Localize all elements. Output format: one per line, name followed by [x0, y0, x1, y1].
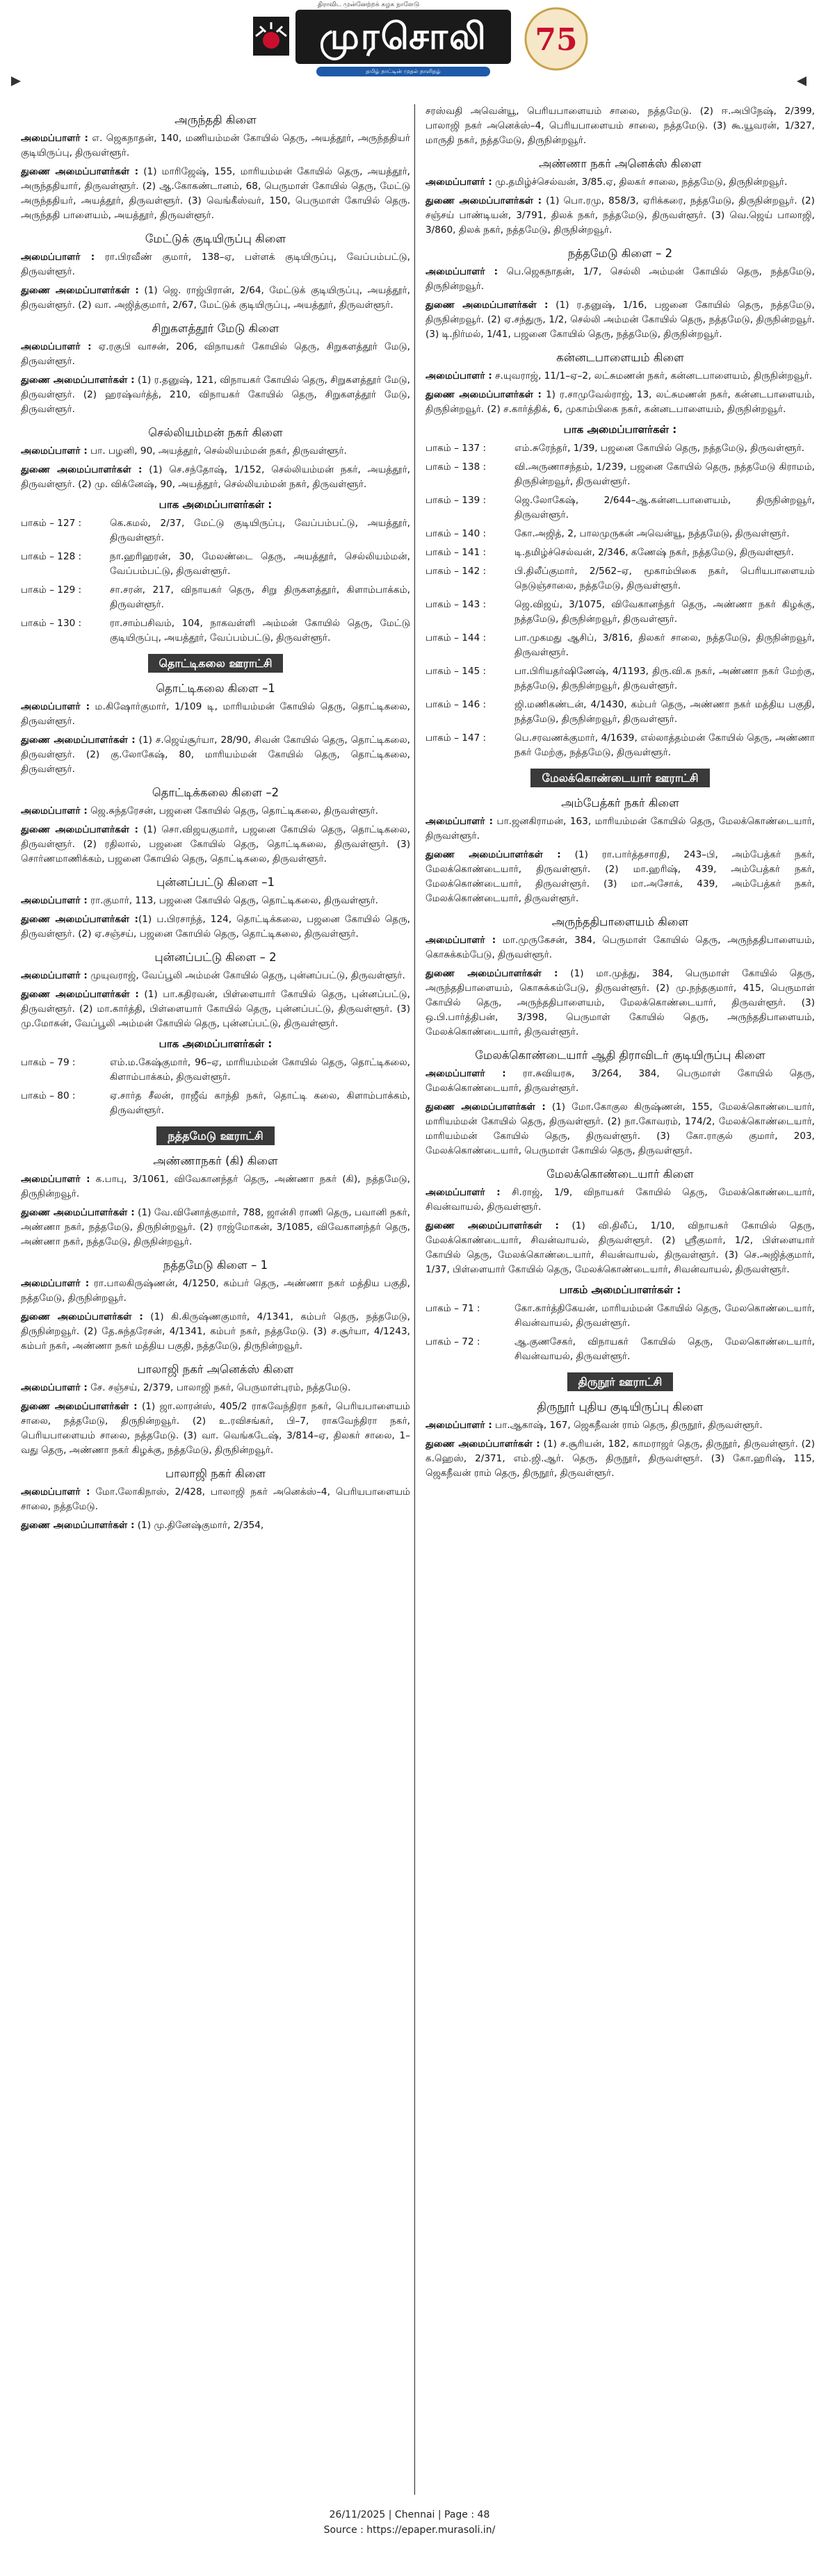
role-label: துணை அமைப்பாளர்கள் : [21, 989, 139, 1000]
organiser-details: பா. பழனி, 90, அயத்தூர், செல்லியம்மன் நகர், திருவள்ளூர். [87, 445, 347, 457]
masthead-tagline: திராவிட முன்னேற்றக் கழக நாளேடு [317, 1, 420, 8]
role-label: அமைப்பாளர் : [425, 935, 496, 946]
organiser-entry [425, 1100, 815, 1158]
booth-number: பாகம் – 145 : [425, 666, 487, 677]
organiser-details: (1) ஜா.லாரன்ஸ், 405/2 ராகவேந்திரா நகர், பெரியபாளையம் சாலை, நத்தமேடு, திருநின்றவூர். (2) உ.ரவிசங்கர், பி–7, ராகவேந்திரா நகர், பெரியபாளையம் சாலை, நத்தமேடு. (3) வா. வெங்கடேஷ், 3/814–ஏ, திலகர் சாலை, 1–வது தெரு, அண்ணா நகர் கிழக்கு, நத்தமேடு, திருநின்றவூர். [21, 1401, 410, 1456]
corner-mark-icon [797, 76, 806, 86]
organiser-details: (1) ச.ஜெய்சூர்யா, 28/90, சிவன் கோயில் தெரு, தொட்டிகலை, திருவள்ளூர். (2) கு.லோகேஷ், 80, மாரியம்மன் கோயில் தெரு, தொட்டிகலை, திருவள்ளூர். [21, 735, 410, 775]
organiser-details: மோ.லோகிநாஸ், 2/428, பாலாஜி நகர் அனெக்ஸ்–4, பெரியபாளையம் சாலை, நத்தமேடு. [21, 1486, 410, 1512]
footer-source-link[interactable]: Source : https://epaper.murasoli.in/ [323, 2525, 496, 2536]
organiser-details: மு.தமிழ்ச்செல்வன், 3/85.ஏ, திலகர் சாலை, நத்தமேடு, திருநின்றவூர். [492, 177, 788, 188]
organiser-entry [21, 250, 410, 279]
booth-entry [425, 731, 815, 760]
role-label: அமைப்பாளர் : [21, 895, 88, 906]
booth-details: பெ.சரவணக்குமார், 4/1639, எல்லாத்தம்மன் கோயில் தெரு, அண்ணா நகர் மேற்கு, நத்தமேடு, திருவள்ளூர். [514, 732, 815, 758]
booth-number: பாகம் – 144 : [425, 632, 487, 643]
branch-heading: பாலாஜி நகர் கிளை [165, 1467, 266, 1480]
role-label: துணை அமைப்பாளர்கள் : [425, 1438, 540, 1450]
organiser-entry [21, 700, 410, 729]
role-label: துணை அமைப்பாளர்கள் : [21, 1207, 135, 1218]
panchayat-banner: மேலக்கொண்டையார் ஊராட்சி [530, 769, 709, 787]
organiser-details: பா.ஜனகிராமன், 163, மாரியம்மன் கோயில் தெரு, மேலக்கொண்டையார், திருவள்ளூர். [425, 816, 815, 842]
organiser-entry [21, 1485, 410, 1514]
booth-details: வி.அருணாசந்தம், 1/239, பஜனை கோயில் தெரு, நத்தமேடு கிராமம், திருநின்றவூர், திருவள்ளூர். [514, 461, 815, 487]
booth-entry [425, 1302, 815, 1331]
branch-heading: திருநூர் புதிய குடியிருப்பு கிளை [537, 1400, 704, 1413]
rising-sun-logo-icon [250, 10, 292, 58]
booth-entry [21, 1056, 410, 1085]
booth-number: பாகம் – 127 : [21, 518, 82, 529]
organiser-entry [21, 340, 410, 369]
organiser-entry [425, 194, 815, 238]
organiser-entry [425, 298, 815, 342]
role-label: துணை அமைப்பாளர்கள் : [425, 968, 558, 979]
anniversary-75-emblem [518, 6, 594, 72]
organiser-entry [21, 1310, 410, 1354]
booth-entry [425, 545, 815, 560]
organiser-details: முயுவராஜ், வேப்பூலி அம்மன் கோயில் தெரு, புன்னப்பட்டு, திருவள்ளூர். [87, 970, 405, 981]
booth-entry [21, 550, 410, 579]
organiser-entry [425, 265, 815, 294]
organiser-details: (1) ஜெ. ராஜ்பிரான், 2/64, மேட்டுக் குடியிருப்பு, அயத்தூர், திருவள்ளூர். (2) வா. அஜித்குமார், 2/67, மேட்டுக் குடியிருப்பு, அயத்தூர், திருவள்ளூர். [21, 285, 410, 311]
organiser-details: (1) மா.முத்து, 384, பெருமாள் கோயில் தெரு, அருந்ததிபாளையம், கொசுக்கம்பேடு, திருவள்ளூர். (2) மு.நந்தகுமார், 415, பெருமாள் கோயில் தெரு, அருந்ததிபாளையம், மேலக்கொண்டையார், திருவள்ளூர். (3) ஒ.பி.பார்த்திபன், 3/398, பெருமாள் கோயில் தெரு, அருந்ததிபாளையம், மேலக்கொண்டையார், திருவள்ளூர். [425, 968, 815, 1037]
role-label: துணை அமைப்பாளர்கள் : [21, 824, 138, 835]
role-label: அமைப்பாளர் : [21, 1278, 90, 1289]
booth-number: பாகம் – 72 : [425, 1336, 480, 1347]
organiser-entry [425, 369, 815, 384]
role-label: அமைப்பாளர் : [21, 1486, 90, 1498]
organiser-details: (1) கி.கிருஷ்ணகுமார், 4/1341, கம்பர் தெரு, நத்தமேடு, திருநின்றவூர். (2) தே.சுந்தரேசன், 4/1341, கம்பர் நகர், நத்தமேடு. (3) ச.சூர்யா, 4/1243, கம்பர் நகர், அண்ணா நகர் மத்திய பகுதி, நத்தமேடு, திருநின்றவூர். [21, 1311, 410, 1352]
organiser-details: (1) ர.தனுஷ், 1/16, பஜனை கோயில் தெரு, நத்தமேடு, திருநின்றவூர். (2) ஏ.சந்துரு, 1/2, செல்லி அம்மன் கோயில் தெரு, நத்தமேடு, திருநின்றவூர். (3) டி.நிர்மல், 1/41, பஜனை கோயில் தெரு, நத்தமேடு, திருநின்றவூர். [425, 300, 815, 340]
booth-number: பாகம் – 138 : [425, 461, 487, 473]
organiser-entry [425, 104, 815, 148]
organiser-entry [21, 1206, 410, 1249]
panchayat-banner: திருநூர் ஊராட்சி [567, 1372, 674, 1391]
branch-heading: மேட்டுக் குடியிருப்பு கிளை [145, 232, 286, 245]
organiser-details: ம.கிஷோர்குமார், 1/109 டி, மாரியம்மன் கோயில் தெரு, தொட்டிகலை, திருவள்ளூர். [21, 701, 410, 727]
role-label: அமைப்பாளர் : [21, 445, 88, 457]
role-label: அமைப்பாளர் : [425, 1068, 506, 1079]
booth-details: எம்.ம.கேஷ்குமார், 96–ஏ, மாரியம்மன் கோயில் தெரு, தொட்டிகலை, கிளாம்பாக்கம், திருவள்ளூர். [110, 1057, 410, 1083]
organiser-details: (1) பொ.ரமு, 858/3, ஏரிக்கரை, நத்தமேடு, திருநின்றவூர். (2) சஞ்சய் பாண்டியன், 3/791, திலக் நகர், நத்தமேடு, திருவள்ளூர். (3) வெ.ஜெய் பாலாஜி, 3/860, திலக் நகர், நத்தமேடு, திருநின்றவூர். [425, 195, 815, 236]
organiser-entry [21, 894, 410, 908]
organiser-entry [21, 1381, 410, 1395]
column-divider [414, 104, 415, 2495]
organiser-details: 1) ர.சாமுவேல்ராஜ், 13, லட்சுமணன் நகர், கன்னடபாளையம், திருநின்றவூர். (2) ச.கார்த்திக், 6, முகாம்பிகை நகர், கன்னடபாளையம், திருநின்றவூர். [425, 389, 815, 415]
role-label: துணை அமைப்பாளர்கள் : [425, 1101, 546, 1113]
booth-entry [425, 460, 815, 489]
booth-entry [425, 664, 815, 694]
organiser-details: (1) மோ.கோகுல கிருஷ்ணன், 155, மேலக்கொண்டையார், மாரியம்மன் கோயில் தெரு, திருவள்ளூர். (2) நா.கோவரம், 174/2, மேலக்கொண்டையார், மாரியம்மன் கோயில் தெரு, திருவள்ளூர். (3) கோ.ராகுல் குமார், 203, மேலக்கொண்டையார், பெருமாள் கோயில் தெரு, திருவள்ளூர். [425, 1101, 815, 1156]
left-article-column [21, 104, 410, 2495]
role-label: அமைப்பாளர் : [425, 1420, 492, 1431]
booth-details: ஏ.சார்த சீலன், ராஜீவ் காந்தி நகர், தொட்டி கலை, கிளாம்பாக்கம், திருவள்ளூர். [110, 1090, 410, 1116]
booth-organisers-heading: பாகம் அமைப்பாளர்கள் : [559, 1283, 681, 1296]
branch-heading: கன்னடபாளையம் கிளை [556, 351, 684, 364]
role-label: அமைப்பாளர் : [21, 252, 95, 263]
booth-organisers-heading: பாக அமைப்பாளர்கள் : [563, 423, 677, 436]
organiser-details: ரா.குமார், 113, பஜனை கோயில் தெரு, தொட்டிகலை, திருவள்ளூர். [87, 895, 379, 906]
organiser-details: ஜெ.சுந்தரேசன், பஜனை கோயில் தெரு, தொட்டிகலை, திருவள்ளூர். [87, 805, 378, 817]
role-label: அமைப்பாளர் : [425, 816, 494, 827]
booth-entry [425, 441, 815, 456]
organiser-details: ரா.சுவியரசு, 3/264, 384, பெருமாள் கோயில் தெரு, மேலக்கொண்டையார், திருவள்ளூர். [425, 1068, 815, 1094]
organiser-entry [21, 373, 410, 417]
organiser-details: (1) ரா.பார்த்தசாரதி, 243–பி, அம்பேத்கர் நகர், மேலக்கொண்டையார், திருவள்ளூர். (2) மா.ஹரிஷ், 439, அம்பேத்கர் நகர், மேலக்கொண்டையார், திருவள்ளூர். (3) மா.அசோக், 439, அம்பேத்கர் நகர், மேலக்கொண்டையார், திருவள்ளூர். [425, 849, 815, 904]
organiser-details: (1) செ.சந்தோஷ், 1/152, செல்லியம்மன் நகர், அயத்தூர், திருவள்ளூர். (2) மு. விக்னேஷ், 90, அயத்தூர், செல்லியம்மன் நகர், திருவள்ளூர். [21, 464, 410, 490]
organiser-details: ரா.பாலகிருஷ்ணன், 4/1250, கம்பர் தெரு, அண்ணா நகர் மத்திய பகுதி, நத்தமேடு, திருநின்றவூர். [21, 1278, 410, 1304]
role-label: துணை அமைப்பாளர்கள் : [21, 1311, 143, 1322]
role-label: துணை அமைப்பாளர்கள் : [21, 166, 139, 177]
booth-organisers-heading: பாக அமைப்பாளர்கள் : [159, 498, 273, 511]
role-label: துணை அமைப்பாளர்கள் : [21, 375, 135, 386]
organiser-details: ஏ.ரகுபி வாசன், 206, விநாயகர் கோயில் தெரு, சிறுகளத்தூர் மேடு, திருவள்ளூர். [21, 341, 410, 367]
booth-entry [425, 564, 815, 593]
booth-entry [425, 527, 815, 541]
booth-entry [425, 1335, 815, 1364]
booth-number: பாகம் – 79 : [21, 1057, 76, 1068]
booth-number: பாகம் – 147 : [425, 732, 487, 744]
booth-number: பாகம் – 139 : [425, 495, 487, 506]
organiser-entry [425, 848, 815, 906]
anniversary-number: 75 [535, 22, 578, 58]
booth-entry [425, 631, 815, 660]
booth-entry [21, 583, 410, 612]
booth-number: பாகம் – 129 : [21, 584, 82, 596]
branch-heading: மேலக்கொண்டையார் ஆதி திராவிடர் குடியிருப்பு கிளை [475, 1049, 765, 1062]
organiser-entry [21, 1172, 410, 1201]
booth-number: பாகம் – 146 : [425, 699, 487, 710]
booth-details: கெ.கமல், 2/37, மேட்டு குடியிருப்பு, வேப்பம்பட்டு, அயத்தூர், திருவள்ளூர். [110, 518, 410, 543]
booth-entry [21, 616, 410, 646]
newspaper-title: முரசொலி [295, 10, 511, 64]
booth-details: ஜெ.லோகேஷ், 2/644–ஆ.கன்னடபாளையம், திருநின்றவூர், திருவள்ளூர். [514, 495, 815, 520]
branch-heading: அருந்ததி கிளை [175, 113, 257, 126]
organiser-details: (1) ப.பிரசாந்த், 124, தொட்டிக்கலை, பஜனை கோயில் தெரு, திருவள்ளூர். (2) ஏ.சஞ்சய், பஜனை கோயில் தெரு, தொட்டிகலை, திருவள்ளூர். [21, 914, 410, 940]
role-label: அமைப்பாளர் : [425, 266, 498, 277]
booth-details: எம்.சுரேந்தர், 1/39, பஜனை கோயில் தெரு, நத்தமேடு, திருவள்ளூர். [514, 443, 805, 454]
organiser-details: சரஸ்வதி அவென்யூ, பெரியபாளையம் சாலை, நத்தமேடு. (2) ஈ.அபிநேஷ், 2/399, பாலாஜி நகர் அனெக்ஸ்–4, பெரியபாளையம் சாலை, நத்தமேடு. (3) கூ.யூவரன், 1/327, மாருதி நகர், நத்தமேடு, திருநின்றவூர். [425, 106, 815, 146]
organiser-details: எ. ஜெகநாதன், 140, மணியம்மன் கோயில் தெரு, அயத்தூர், அருந்ததியர் குடியிருப்பு, திருவள்ளூர். [21, 133, 410, 158]
booth-details: பா.பிரியதர்ஷிணேஷ், 4/1193, திரு.வி.க நகர், அண்ணா நகர் மேற்கு, நத்தமேடு, திருநின்றவூர், திருவள்ளூர். [514, 666, 815, 691]
branch-heading: அருந்ததிபாளையம் கிளை [551, 915, 689, 928]
organiser-entry [425, 814, 815, 844]
organiser-entry [21, 987, 410, 1031]
role-label: அமைப்பாளர் : [21, 1382, 88, 1393]
booth-number: பாகம் – 128 : [21, 551, 82, 562]
booth-entry [21, 1089, 410, 1118]
organiser-details: (1) ச.சூரியன், 182, காமராஜர் தெரு, திருநூர், திருவள்ளூர். (2) க.ஹெஸ், 2/371, எம்.ஜி.ஆர். தெரு, திருநூர், திருவள்ளூர். (3) கோ.ஹரிஷ், 115, ஜெகநீவன் ராம் தெரு, திருநூர், திருவள்ளூர். [425, 1438, 815, 1479]
branch-heading: செல்லியம்மன் நகர் கிளை [148, 426, 283, 439]
booth-number: பாகம் – 140 : [425, 528, 487, 539]
booth-entry [425, 698, 815, 727]
organiser-entry [21, 1400, 410, 1458]
branch-heading: அம்பேத்கர் நகர் கிளை [561, 796, 679, 810]
corner-mark-icon [11, 76, 21, 86]
panchayat-banner: தொட்டிகலை ஊராட்சி [148, 654, 284, 673]
organiser-entry [21, 463, 410, 492]
role-label: அமைப்பாளர் : [425, 177, 492, 188]
booth-number: பாகம் – 80 : [21, 1090, 76, 1101]
right-article-column [425, 104, 815, 2495]
panchayat-banner: நத்தமேடு ஊராட்சி [156, 1126, 274, 1145]
organiser-details: க.பாபு, 3/1061, விவேகானந்தர் தெரு, அண்ணா நகர் (கி), நத்தமேடு, திருநின்றவூர். [21, 1174, 410, 1199]
role-label: துணை அமைப்பாளர்கள் : [21, 735, 136, 746]
masthead-subtitle: தமிழ் நாட்டின் முதல் நாளிதழ் [316, 67, 490, 76]
role-label: துணை அமைப்பாளர்கள் : [21, 1401, 138, 1412]
branch-heading: அண்ணாநகர் (கி) கிளை [153, 1154, 278, 1167]
role-label: துணை அமைப்பாளர்கள் : [425, 389, 542, 400]
organiser-details: ச.யுவராஜ், 11/1–ஏ–2, லட்சுமணன் நகர், கன்னடபாளையம், திருநின்றவூர். [492, 370, 813, 382]
role-label: அமைப்பாளர் : [425, 370, 492, 382]
booth-organisers-heading: பாக அமைப்பாளர்கள் : [159, 1037, 273, 1050]
role-label: அமைப்பாளர் : [21, 701, 90, 712]
booth-entry [21, 516, 410, 545]
organiser-entry [425, 1186, 815, 1215]
booth-details: ஆ.குணசேகர், விநாயகர் கோயில் தெரு, மேலகொண்டையார், சிவன்வாயல், திருவள்ளூர். [514, 1336, 815, 1362]
organiser-entry [21, 912, 410, 942]
organiser-details: மா.முருகேசன், 384, பெருமாள் கோயில் தெரு, அருந்ததிபாளையம், கொசுக்கம்பேடு, திருவள்ளூர். [425, 935, 815, 960]
organiser-entry [425, 933, 815, 962]
role-label: துணை அமைப்பாளர்கள் : [425, 195, 542, 206]
page-footer [0, 2507, 819, 2538]
booth-details: நா.ஹரிஹரன், 30, மேலண்டை தெரு, அயத்தூர், செல்லியம்மன், வேப்பம்பட்டு, திருவள்ளூர். [110, 551, 410, 577]
organiser-entry [21, 165, 410, 223]
booth-entry [425, 493, 815, 523]
booth-number: பாகம் – 143 : [425, 599, 487, 610]
organiser-entry [425, 1437, 815, 1481]
role-label: அமைப்பாளர் : [21, 133, 88, 144]
organiser-details: சி.ராஜ், 1/9, விநாயகர் கோயில் தெரு, மேலக்கொண்டையார், சிவன்வாயல், திருவள்ளூர். [425, 1187, 815, 1213]
branch-heading: புன்னப்பட்டு கிளை –1 [156, 876, 275, 889]
branch-heading: சிறுகளத்தூர் மேடு கிளை [152, 322, 279, 335]
booth-number: பாகம் – 142 : [425, 566, 487, 577]
organiser-entry [21, 1277, 410, 1306]
booth-details: கோ.கார்த்திகேயன், மாரியம்மன் கோயில் தெரு, மேலகொண்டையார், சிவன்வாயல், திருவள்ளூர். [514, 1303, 815, 1329]
booth-details: ரா.சாம்பசிவம், 104, நாகவள்ளி அம்மன் கோயில் தெரு, மேட்டு குடியிருப்பு, அயத்தூர், வேப்பம்பட்டு, திருவள்ளூர். [110, 618, 410, 643]
branch-heading: நத்தமேடு கிளை – 1 [163, 1258, 268, 1272]
organiser-entry [425, 967, 815, 1040]
role-label: துணை அமைப்பாளர்கள் : [21, 464, 143, 475]
role-label: துணை அமைப்பாளர்கள் : [21, 285, 139, 296]
organiser-details: (1) சொ.விஜயகுமார், பஜனை கோயில் தெரு, தொட்டிகலை, திருவள்ளூர். (2) ரதிலால், பஜனை கோயில் தெரு, தொட்டிகலை, திருவள்ளூர். (3) சொர்ணமாணிக்கம், பஜனை கோயில் தெரு, தொட்டிகலை, திருவள்ளூர். [21, 824, 410, 864]
masthead [0, 0, 819, 97]
organiser-details: (1) வி.திலீப், 1/10, விநாயகர் கோயில் தெரு, மேலக்கொண்டையார், சிவன்வாயல், திருவள்ளூர். (2) ஸ்ரீகுமார், 1/2, பிள்ளையார் கோயில் தெரு, மேலக்கொண்டையார், சிவன்வாயல், திருவள்ளூர். (3) செ.அஜித்குமார், 1/37, பிள்ளையார் கோயில் தெரு, மேலக்கொண்டையார், சிவன்வாயல், திருவள்ளூர். [425, 1220, 815, 1275]
organiser-entry [425, 1067, 815, 1096]
booth-details: சா.சரன், 217, விநாயகர் தெரு, சிறு திருகளத்தூர், கிளாம்பாக்கம், திருவள்ளூர். [110, 584, 410, 610]
role-label: துணை அமைப்பாளர்கள் : [425, 300, 549, 311]
organiser-details: (1) வே.வினோத்குமார், 788, ஜான்சி ராணி தெரு, பவானி நகர், அண்ணா நகர், நத்தமேடு, திருநின்றவூர். (2) ராஜ்மோகன், 3/1085, விவேகானந்தர் தெரு, அண்ணா நகர், நத்தமேடு, திருநின்றவூர். [21, 1207, 410, 1247]
booth-entry [425, 598, 815, 627]
branch-heading: புன்னப்பட்டு கிளை – 2 [154, 951, 277, 964]
role-label: அமைப்பாளர் : [21, 341, 92, 352]
role-label: துணை அமைப்பாளர்கள் : [425, 849, 561, 860]
booth-number: பாகம் – 130 : [21, 618, 82, 629]
branch-heading: பாலாஜி நகர் அனெக்ஸ் கிளை [137, 1363, 294, 1376]
organiser-details: (1) ர.தனுஷ், 121, விநாயகர் கோயில் தெரு, சிறுகளத்தூர் மேடு, திருவள்ளூர். (2) ஹரஷ்வர்த்த், 210, விநாயகர் கோயில் தெரு, சிறுகளத்தூர் மேடு, திருவள்ளூர். [21, 375, 410, 415]
organiser-details: (1) பா.கதிரவன், பிள்ளையார் கோயில் தெரு, புன்னப்பட்டு, திருவள்ளூர். (2) மா.கார்த்தி, பிள்ளையார் கோயில் தெரு, புன்னப்பட்டு, திருவள்ளூர். (3) மு.மோகன், வேப்பூலி அம்மன் கோயில் தெரு, புன்னப்பட்டு, திருவள்ளூர். [21, 989, 410, 1029]
organiser-entry [21, 804, 410, 819]
footer-date-page: 26/11/2025 | Chennai | Page : 48 [329, 2509, 490, 2520]
organiser-entry [425, 175, 815, 190]
role-label: அமைப்பாளர் : [21, 970, 88, 981]
booth-details: கோ.அஜித், 2, பாலமுருகன் அவென்யூ, நத்தமேடு, திருவள்ளூர். [514, 528, 790, 539]
organiser-entry [425, 1418, 815, 1433]
booth-details: பி.திலீப்குமார், 2/562–ஏ, மூகாம்பிகை நகர், பெரியபாளையம் நெடுஞ்சாலை, நத்தமேடு, திருவள்ளூர். [514, 566, 815, 591]
organiser-entry [21, 823, 410, 867]
role-label: அமைப்பாளர் : [425, 1187, 501, 1198]
organiser-entry [21, 284, 410, 313]
role-label: துணை அமைப்பாளர்கள் : [21, 1520, 135, 1531]
booth-details: ஜெ.விஜய், 3/1075, விவேகானந்தர் தெரு, அண்ணா நகர் கிழக்கு, நத்தமேடு, திருநின்றவூர், திருவள்ளூர். [514, 599, 815, 625]
organiser-entry [425, 388, 815, 417]
role-label: அமைப்பாளர் : [21, 1174, 90, 1185]
branch-heading: தொட்டிக்கலை கிளை –2 [152, 786, 279, 799]
role-label: துணை அமைப்பாளர்கள் : [21, 914, 138, 925]
branch-heading: மேலக்கொண்டையார் கிளை [546, 1167, 694, 1181]
organiser-details: பா.ஆகாஷ், 167, ஜெகநீவன் ராம் தெரு, திருநூர், திருவள்ளூர். [492, 1420, 763, 1431]
organiser-details: (1) மு.தினேஷ்குமார், 2/354, [134, 1520, 264, 1531]
branch-heading: நத்தமேடு கிளை – 2 [567, 247, 673, 260]
booth-number: பாகம் – 141 : [425, 547, 487, 558]
role-label: துணை அமைப்பாளர்கள் : [425, 1220, 559, 1231]
organiser-entry [21, 969, 410, 983]
booth-details: ஜி.மணிகண்டன், 4/1430, கம்பர் தெரு, அண்ணா நகர் மத்திய பகுதி, நத்தமேடு, திருநின்றவூர், திருவள்ளூர். [514, 699, 815, 725]
role-label: அமைப்பாளர் : [21, 805, 88, 817]
organiser-details: சே. சஞ்சய், 2/379, பாலாஜி நகர், பெருமாள்புரம், நத்தமேடு. [87, 1382, 351, 1393]
organiser-entry [21, 733, 410, 777]
organiser-entry [425, 1219, 815, 1277]
organiser-details: ரா.பிரவீண் குமார், 138–ஏ, பள்ளக் குடியிருப்பு, வேப்பம்பட்டு, திருவள்ளூர். [21, 252, 410, 277]
organiser-details: பெ.ஜெகநாதன், 1/7, செல்லி அம்மன் கோயில் தெரு, நத்தமேடு, திருநின்றவூர். [425, 266, 815, 292]
branch-heading: தொட்டிகலை கிளை –1 [156, 682, 275, 695]
organiser-entry [21, 131, 410, 161]
organiser-entry [21, 444, 410, 459]
booth-details: பா.முகமது ஆசிப், 3/816, திலகர் சாலை, நத்தமேடு, திருநின்றவூர், திருவள்ளூர். [514, 632, 815, 658]
booth-details: டி.தமிழ்ச்செல்வன், 2/346, கணேஷ் நகர், நத்தமேடு, திருவள்ளூர். [514, 547, 794, 558]
branch-heading: அண்ணா நகர் அனெக்ஸ் கிளை [539, 157, 702, 170]
booth-number: பாகம் – 137 : [425, 443, 487, 454]
organiser-details: (1) மாரிஜேஷ், 155, மாரியம்மன் கோயில் தெரு, அயத்தூர், அருந்ததியார், திருவள்ளூர். (2) ஆ.கோகண்டானம், 68, பெருமாள் கோயில் தெரு, மேட்டு அருந்ததியர், அயத்தூர், திருவள்ளூர். (3) வெங்கீஸ்வர், 150, பெருமாள் கோயில் தெரு. அருந்ததி பாளையம், அயத்தூர், திருவள்ளூர். [21, 166, 410, 221]
organiser-entry [21, 1518, 410, 1533]
booth-number: பாகம் – 71 : [425, 1303, 480, 1314]
